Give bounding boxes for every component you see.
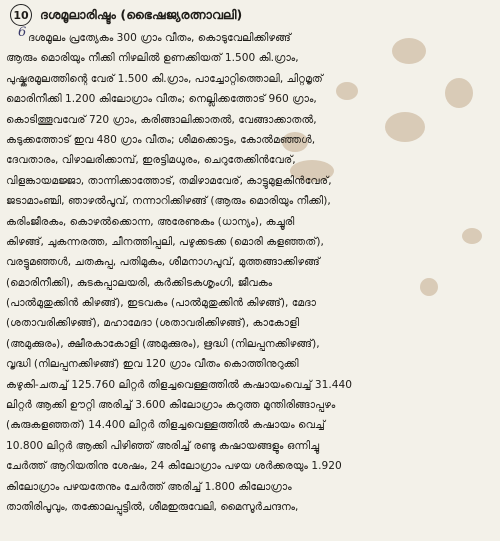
recipe-title: ദശമൂലാരിഷ്ടം (ഭൈഷജ്യരത്നാവലി) xyxy=(40,7,243,22)
text-line: താതിരിപൂവും, തക്കോലപ്പുട്ടിൽ, ശീമഇരുവേലി, മൈസൂർചന്ദനം, xyxy=(6,500,299,513)
text-line: (പാൽമുതുക്കിൻ കിഴങ്ങ്), ഇടവകം (പാൽമുതുക്കിൻ കിഴങ്ങ്), മേദാ xyxy=(6,297,317,310)
text-line: ലിറ്റർ ആക്കി ഊറ്റി അരിച്ച് 3.600 കിലോഗ്രാം കറുത്ത മുന്തിരിങ്ങാപ്പഴം xyxy=(6,399,336,412)
text-line: പുഷ്കരമൂലത്തിന്റെ വേര് 1.500 കി.ഗ്രാം, പാച്ചോറ്റിത്തൊലി, ചിറ്റമൃത് xyxy=(6,72,323,85)
text-line: (കുരുകളഞ്ഞത്) 14.400 ലിറ്റർ തിളച്ചവെള്ളത്തിൽ കഷായം വെച്ച് xyxy=(6,419,325,432)
text-line: ദശമൂലം പ്രത്യേകം 300 ഗ്രാം വീതം, കൊടുവേലിക്കിഴങ്ങ് xyxy=(28,32,291,44)
text-line: ചേർത്ത് ആറിയതിനു ശേഷം, 24 കിലോഗ്രാം പഴയ ശർക്കരയും 1.920 xyxy=(6,460,342,473)
handwritten-margin-note: 6 xyxy=(18,25,27,40)
recipe-body xyxy=(6,28,494,517)
text-line: കൊടിത്തൂവവേര് 720 ഗ്രാം, കരിങ്ങാലിക്കാതൽ, വേങ്ങാക്കാതൽ, xyxy=(6,113,317,126)
text-line: (മൊരിനീക്കി), കുടകപ്പാലയരി, കർക്കിടകശൃംഗി, ജീവകം xyxy=(6,276,273,289)
recipe-header xyxy=(10,3,494,27)
text-line: 10.800 ലിറ്റർ ആക്കി പിഴിഞ്ഞ് അരിച്ച് രണ്ടു കഷായങ്ങളും ഒന്നിച്ചു xyxy=(6,439,320,452)
text-line: ആരും മൊരിയും നീക്കി നിഴലിൽ ഉണക്കിയത് 1.500 കി.ഗ്രാം, xyxy=(6,52,299,65)
text-line: (ശതാവരിക്കിഴങ്ങ്), മഹാമേദാ (ശതാവരിക്കിഴങ്ങ്), കാകോളി xyxy=(6,317,299,330)
text-line: ജടാമാംഞ്ചി, ഞാഴൽപൂവ്, നന്നാറിക്കിഴങ്ങ് (ആരും മൊരിയും നീക്കി), xyxy=(6,195,331,208)
text-line: ദേവതാരം, വിഴാലരിക്കാമ്പ്, ഇരട്ടിമധുരം, ചെറുതേക്കിൻവേര്, xyxy=(6,154,296,167)
text-line: കടുക്കത്തോട് ഇവ 480 ഗ്രാം വീതം; ശീമക്കൊട്ടം, കോൽമഞ്ഞൾ, xyxy=(6,133,316,146)
recipe-number-badge: 10 xyxy=(10,4,32,26)
text-line: വിളങ്കായമജ്ജാ, താന്നിക്കാത്തോട്, തമിഴാമവേര്, കാട്ടുമുളകിൻവേര്, xyxy=(6,174,332,187)
text-line: കരിംജീരകം, കൊഴൽക്കൊന്ന, അരേണുകം (ധാന്യം), കച്ചൂരി xyxy=(6,215,295,228)
text-line: (അമുക്കുരം), ക്ഷീരകാകോളി (അമുക്കുരം), ഋദ്ധി (നിലപ്പനക്കിഴങ്ങ്), xyxy=(6,337,320,350)
text-line: കഴുകി-ചതച്ച് 125.760 ലിറ്റർ തിളച്ചവെള്ളത്തിൽ കഷായംവെച്ച് 31.440 xyxy=(6,378,352,391)
text-line: കിലോഗ്രാം പഴയതേനും ചേർത്ത് അരിച്ച് 1.800 കിലോഗ്രാം xyxy=(6,480,292,493)
text-line: കിഴങ്ങ്, ചുകന്നരത്ത, ചീനത്തിപ്പലി, പഴുക്കടക്ക (മൊരി കളഞ്ഞത്), xyxy=(6,235,324,248)
text-line: വരട്ടുമഞ്ഞൾ, ചതകുപ്പ, പതിമുകം, ശീമനാഗപൂവ്, മുത്തങ്ങാക്കിഴങ്ങ് xyxy=(6,256,320,269)
text-line: മൊരിനീക്കി 1.200 കിലോഗ്രാം വീതം; നെല്ലിക്കത്തോട് 960 ഗ്രാം, xyxy=(6,93,317,106)
text-line: വൃദ്ധി (നിലപ്പനക്കിഴങ്ങ്) ഇവ 120 ഗ്രാം വീതം കൊത്തിനുറുക്കി xyxy=(6,358,299,371)
